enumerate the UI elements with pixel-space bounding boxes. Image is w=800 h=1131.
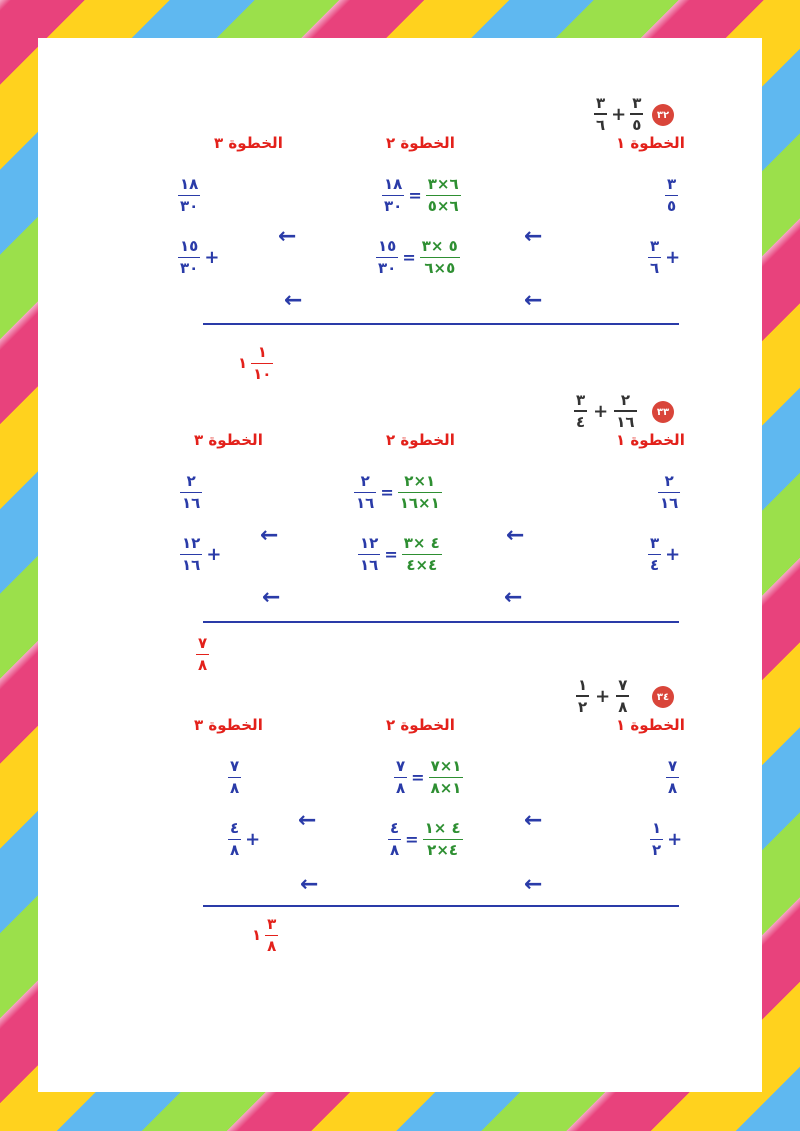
step-3-label: الخطوة ٣ <box>194 431 263 449</box>
numerator: ١٢ <box>360 534 379 552</box>
equals-sign: = <box>411 767 425 787</box>
step-3-label: الخطوة ٣ <box>194 716 263 734</box>
denominator: ٥×٦ <box>424 259 456 277</box>
denominator: ٦ <box>650 259 660 277</box>
step-2-label: الخطوة ٢ <box>386 431 455 449</box>
denominator: ٣٠ <box>378 259 397 277</box>
fraction-bar <box>265 935 278 937</box>
result-fraction <box>382 176 404 215</box>
denominator: ٤ <box>650 556 660 574</box>
answer <box>192 635 209 674</box>
fraction <box>178 176 200 215</box>
arrow-icon: ← <box>504 585 523 610</box>
denominator: ٤ <box>576 412 586 431</box>
fraction-bar <box>388 839 401 841</box>
fraction <box>648 238 661 277</box>
plus-sign: + <box>206 543 222 565</box>
row1-step2 <box>382 176 461 215</box>
equals-sign: = <box>408 185 422 205</box>
denominator: ٣٠ <box>180 259 199 277</box>
fraction-bar <box>228 777 241 779</box>
multiplier-fraction <box>398 473 442 512</box>
fraction-bar <box>398 492 442 494</box>
numerator: ٣ <box>650 534 660 552</box>
denominator: ١×١٦ <box>399 494 440 512</box>
denominator: ٨ <box>230 841 240 859</box>
fraction <box>666 758 679 797</box>
result-fraction <box>354 473 376 512</box>
denominator: ٨ <box>390 841 400 859</box>
fraction <box>650 820 663 859</box>
row2-step1 <box>650 820 682 859</box>
answer-whole: ١ <box>252 926 262 945</box>
arrow-icon: ← <box>506 523 525 548</box>
fraction-bar <box>196 654 209 656</box>
numerator: ١٥ <box>378 237 397 255</box>
fraction-bar <box>630 113 643 115</box>
equals-sign: = <box>402 247 416 267</box>
fraction-bar <box>420 257 460 259</box>
fraction-bar <box>666 777 679 779</box>
arrow-icon: ← <box>284 288 303 313</box>
row2-step1 <box>648 535 680 574</box>
numerator: ٣ <box>632 93 642 112</box>
fraction-bar <box>178 257 200 259</box>
denominator: ١٦ <box>182 494 201 512</box>
denominator: ٤×٢ <box>427 841 459 859</box>
denominator: ٣٠ <box>384 197 403 215</box>
denominator: ٨ <box>618 697 628 716</box>
fraction <box>228 820 241 859</box>
problem-expression <box>574 390 637 431</box>
row2-step1 <box>648 238 680 277</box>
fraction <box>228 758 241 797</box>
numerator: ٤ <box>390 819 400 837</box>
answer-fraction <box>265 916 278 955</box>
numerator: ٢ <box>360 472 370 490</box>
row1-step3 <box>228 758 241 797</box>
fraction <box>180 473 202 512</box>
numerator: ١ <box>652 819 662 837</box>
fraction <box>665 176 678 215</box>
numerator: ١ <box>257 343 267 361</box>
numerator: ٢ <box>664 472 674 490</box>
row1-step1 <box>665 176 678 215</box>
expr-right-fraction <box>630 95 643 134</box>
expr-left-fraction <box>574 392 587 431</box>
fraction-bar <box>648 257 661 259</box>
denominator: ٨ <box>230 779 240 797</box>
numerator: ٤ <box>230 819 240 837</box>
row2-step3 <box>180 535 221 574</box>
denominator: ٢ <box>578 697 588 716</box>
problem-number-badge: ٣٣ <box>652 401 674 423</box>
numerator: ٣ <box>667 175 677 193</box>
numerator: ٤ ×٣ <box>403 534 440 552</box>
denominator: ٨ <box>396 779 406 797</box>
numerator: ٧ <box>396 757 406 775</box>
denominator: ١٦ <box>616 412 635 431</box>
row2-step2 <box>388 820 463 859</box>
numerator: ٢ <box>186 472 196 490</box>
problem-33 <box>38 390 762 683</box>
problem-number-badge: ٣٤ <box>652 686 674 708</box>
numerator: ٦×٣ <box>427 175 459 193</box>
plus-sign: + <box>204 246 220 268</box>
denominator: ١×٨ <box>430 779 462 797</box>
expr-left-fraction <box>594 95 607 134</box>
fraction-bar <box>180 554 202 556</box>
step-3-label: الخطوة ٣ <box>214 134 283 152</box>
numerator: ٧ <box>668 757 678 775</box>
denominator: ٨ <box>668 779 678 797</box>
worksheet-page <box>38 38 762 1092</box>
result-fraction <box>376 238 398 277</box>
fraction-bar <box>426 195 461 197</box>
row1-step1 <box>666 758 679 797</box>
row1-step3 <box>178 176 200 215</box>
denominator: ١٦ <box>356 494 375 512</box>
multiplier-fraction <box>423 820 463 859</box>
fraction-bar <box>574 410 587 412</box>
denominator: ١٦ <box>182 556 201 574</box>
expr-operator: + <box>593 400 609 422</box>
fraction-bar <box>251 363 273 365</box>
multiplier-fraction <box>426 176 461 215</box>
fraction-bar <box>429 777 464 779</box>
fraction-bar <box>180 492 202 494</box>
numerator: ١٢ <box>182 534 201 552</box>
fraction-bar <box>358 554 380 556</box>
denominator: ٦ <box>596 115 606 134</box>
row2-step2 <box>376 238 460 277</box>
fraction-bar <box>576 695 589 697</box>
sum-divider <box>203 323 679 325</box>
denominator: ٨ <box>267 937 277 955</box>
denominator: ١٦ <box>660 494 679 512</box>
denominator: ١٠ <box>253 365 272 383</box>
answer <box>252 916 278 955</box>
arrow-icon: ← <box>524 288 543 313</box>
fraction-bar <box>650 839 663 841</box>
step-1-label: الخطوة ١ <box>616 431 685 449</box>
fraction-bar <box>594 113 607 115</box>
plus-sign: + <box>245 828 261 850</box>
expr-left-fraction <box>576 677 589 716</box>
plus-sign: + <box>667 828 683 850</box>
fraction <box>180 535 202 574</box>
denominator: ٣٠ <box>180 197 199 215</box>
numerator: ٤ ×١ <box>424 819 461 837</box>
row1-step2 <box>354 473 442 512</box>
row2-step3 <box>228 820 260 859</box>
numerator: ٧ <box>230 757 240 775</box>
fraction <box>658 473 680 512</box>
numerator: ٣ <box>576 390 586 409</box>
denominator: ٥ <box>667 197 677 215</box>
arrow-icon: ← <box>524 224 543 249</box>
numerator: ٢ <box>620 390 630 409</box>
fraction-bar <box>648 554 661 556</box>
multiplier-fraction <box>429 758 464 797</box>
step-1-label: الخطوة ١ <box>616 134 685 152</box>
numerator: ٧ <box>198 634 208 652</box>
fraction-bar <box>665 195 678 197</box>
problem-expression <box>594 93 643 134</box>
row2-step2 <box>358 535 442 574</box>
fraction-bar <box>616 695 629 697</box>
sum-divider <box>203 621 679 623</box>
expr-operator: + <box>595 685 611 707</box>
numerator: ١٥ <box>180 237 199 255</box>
numerator: ١٨ <box>384 175 403 193</box>
expr-right-fraction <box>614 392 636 431</box>
row1-step1 <box>658 473 680 512</box>
problem-number-badge: ٣٢ <box>652 104 674 126</box>
denominator: ٢ <box>652 841 662 859</box>
numerator: ١٨ <box>180 175 199 193</box>
problem-32 <box>38 93 762 386</box>
fraction-bar <box>354 492 376 494</box>
row1-step3 <box>180 473 202 512</box>
expr-right-fraction <box>616 677 629 716</box>
answer-fraction <box>196 635 209 674</box>
step-1-label: الخطوة ١ <box>616 716 685 734</box>
row1-step2 <box>394 758 463 797</box>
fraction-bar <box>402 554 442 556</box>
fraction-bar <box>394 777 407 779</box>
numerator: ٥ ×٣ <box>421 237 458 255</box>
equals-sign: = <box>405 829 419 849</box>
fraction <box>178 238 200 277</box>
plus-sign: + <box>665 246 681 268</box>
step-2-label: الخطوة ٢ <box>386 134 455 152</box>
result-fraction <box>358 535 380 574</box>
step-2-label: الخطوة ٢ <box>386 716 455 734</box>
arrow-icon: ← <box>298 808 317 833</box>
denominator: ٤×٤ <box>406 556 438 574</box>
numerator: ٣ <box>650 237 660 255</box>
arrow-icon: ← <box>278 224 297 249</box>
sum-divider <box>203 905 679 907</box>
problem-expression <box>576 675 629 716</box>
numerator: ٣ <box>267 915 277 933</box>
fraction-bar <box>382 195 404 197</box>
multiplier-fraction <box>420 238 460 277</box>
arrow-icon: ← <box>300 872 319 897</box>
answer-whole: ١ <box>238 354 248 373</box>
answer <box>238 344 273 383</box>
fraction-bar <box>658 492 680 494</box>
result-fraction <box>394 758 407 797</box>
numerator: ١×٢ <box>404 472 436 490</box>
equals-sign: = <box>380 482 394 502</box>
fraction-bar <box>178 195 200 197</box>
fraction-bar <box>376 257 398 259</box>
equals-sign: = <box>384 544 398 564</box>
arrow-icon: ← <box>524 808 543 833</box>
plus-sign: + <box>665 543 681 565</box>
denominator: ٥ <box>632 115 642 134</box>
denominator: ٦×٥ <box>427 197 459 215</box>
row2-step3 <box>178 238 219 277</box>
expr-operator: + <box>611 103 627 125</box>
arrow-icon: ← <box>262 585 281 610</box>
numerator: ٣ <box>596 93 606 112</box>
arrow-icon: ← <box>524 872 543 897</box>
numerator: ١×٧ <box>430 757 462 775</box>
multiplier-fraction <box>402 535 442 574</box>
denominator: ٨ <box>198 656 208 674</box>
answer-fraction <box>251 344 273 383</box>
denominator: ١٦ <box>360 556 379 574</box>
problem-34 <box>38 675 762 968</box>
numerator: ٧ <box>618 675 628 694</box>
numerator: ١ <box>578 675 588 694</box>
fraction-bar <box>423 839 463 841</box>
fraction-bar <box>228 839 241 841</box>
arrow-icon: ← <box>260 523 279 548</box>
fraction <box>648 535 661 574</box>
fraction-bar <box>614 410 636 412</box>
result-fraction <box>388 820 401 859</box>
